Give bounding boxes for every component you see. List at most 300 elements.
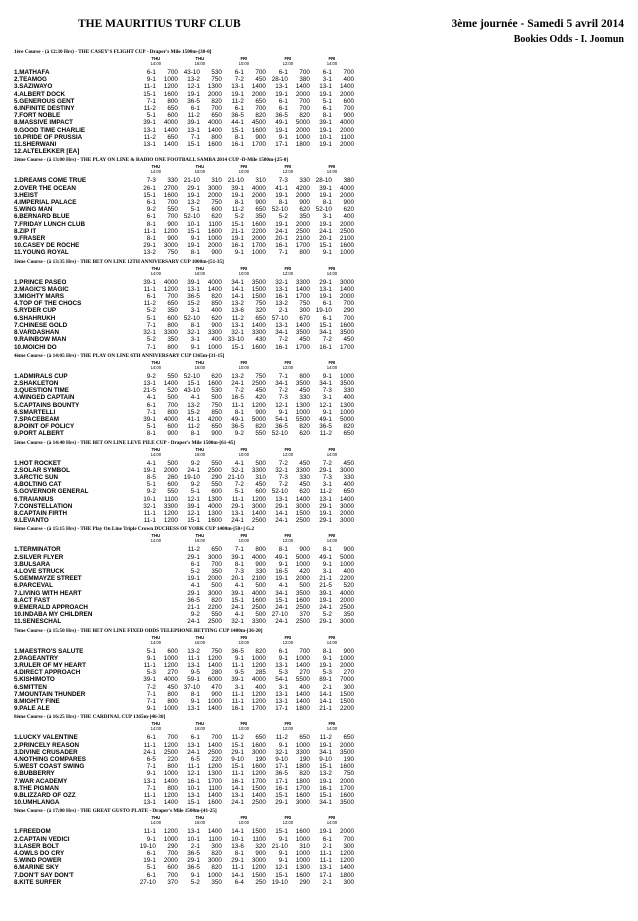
odds-amount: 1400 [163, 379, 178, 387]
column-day: FRI [328, 634, 336, 640]
odds-amount: 370 [167, 878, 178, 886]
odds-amount: 3500 [339, 748, 354, 756]
column-day: FRI [284, 359, 292, 365]
odds-table [14, 635, 354, 713]
horse-name: 2.PRINCELY REASON [14, 741, 80, 749]
column-time: 10:00 [238, 639, 250, 645]
odds-fraction: 36-5 [275, 112, 288, 120]
odds-fraction: 24-1 [143, 748, 156, 756]
odds-fraction: 14-1 [231, 285, 244, 293]
odds-amount: 700 [167, 69, 178, 76]
odds-fraction: 13-2 [187, 401, 200, 409]
odds-amount: 5500 [295, 415, 310, 423]
odds-amount: 2500 [207, 748, 222, 756]
column-day: FRI [284, 721, 292, 727]
odds-amount: 3300 [163, 329, 178, 337]
odds-fraction: 5-1 [146, 314, 156, 322]
odds-fraction: 11-1 [319, 857, 332, 865]
odds-amount: 310 [211, 177, 222, 185]
column-day: FRI [328, 359, 336, 365]
odds-table [14, 164, 354, 256]
horse-name: 3.ARCTIC SUN [14, 473, 59, 481]
horse-row [14, 770, 354, 777]
odds-amount: 1700 [339, 784, 354, 792]
odds-amount: 2000 [339, 90, 354, 98]
odds-fraction: 17-1 [275, 705, 288, 713]
horse-name: 4.OWLS DO CRY [14, 850, 65, 858]
horse-name: 10.UMHLANGA [14, 799, 60, 807]
odds-amount: 1200 [163, 83, 178, 91]
odds-amount: 3300 [295, 278, 310, 286]
odds-amount: 400 [343, 567, 354, 575]
odds-amount: 2200 [339, 575, 354, 583]
odds-fraction: 13-1 [143, 379, 156, 387]
odds-amount: 4000 [339, 119, 354, 127]
odds-fraction: 16-5 [231, 394, 244, 402]
odds-amount: 650 [255, 734, 266, 742]
odds-fraction: 7-1 [146, 763, 156, 771]
odds-fraction: 3-1 [190, 336, 200, 344]
odds-amount: 1000 [295, 560, 310, 568]
odds-fraction [134, 575, 156, 582]
odds-fraction: 36-5 [275, 423, 288, 431]
horse-row [14, 279, 354, 286]
odds-amount: 3500 [339, 329, 354, 337]
odds-amount: 1200 [251, 662, 266, 669]
odds-table [14, 56, 354, 155]
horse-name: 5.GENEROUS GENT [14, 97, 75, 105]
horse-row [14, 792, 354, 799]
odds-fraction: 19-1 [187, 191, 200, 199]
odds-amount: 1200 [207, 763, 222, 771]
odds-fraction: 13-1 [275, 321, 288, 329]
odds-fraction: 39-1 [143, 119, 156, 127]
odds-fraction: 9-2 [146, 206, 156, 214]
horse-row [14, 336, 354, 343]
odds-amount: 5000 [295, 553, 310, 561]
odds-fraction: 24-1 [187, 748, 200, 756]
odds-fraction: 29-1 [275, 799, 288, 807]
odds-amount: 3000 [207, 857, 222, 865]
horse-row [14, 119, 354, 126]
odds-fraction: 2-1 [322, 683, 332, 691]
odds-amount: 750 [255, 372, 266, 380]
horse-row [14, 828, 354, 835]
odds-amount: 380 [343, 177, 354, 185]
odds-amount: 2000 [295, 90, 310, 98]
odds-fraction: 6-1 [146, 293, 156, 301]
odds-amount: 1500 [251, 285, 266, 293]
odds-amount: 3000 [339, 618, 354, 626]
odds-amount: 650 [255, 206, 266, 214]
odds-amount: 3000 [207, 553, 222, 561]
odds-fraction: 21-1 [231, 227, 244, 235]
horse-row [14, 785, 354, 792]
odds-fraction: 52-10 [271, 430, 288, 438]
odds-fraction: 5-2 [146, 336, 156, 344]
odds-amount: 900 [255, 560, 266, 568]
odds-fraction: 39-1 [231, 676, 244, 684]
horse-name: 6.BERNARD BLUE [14, 213, 70, 221]
odds-amount: 2500 [295, 227, 310, 235]
horse-row [14, 373, 354, 380]
odds-amount: 3500 [295, 589, 310, 597]
horse-row [14, 597, 354, 604]
horse-name: 7.SPACEBEAM [14, 415, 60, 423]
odds-amount: 900 [299, 199, 310, 207]
odds-fraction: 19-10 [183, 473, 200, 481]
odds-fraction: 9-1 [146, 76, 156, 84]
odds-fraction: 10-1 [187, 835, 200, 843]
column-time: 14:00 [326, 726, 338, 732]
odds-amount: 2000 [295, 191, 310, 199]
odds-amount: 1600 [251, 763, 266, 771]
odds-fraction: 13-1 [143, 141, 156, 149]
odds-fraction: 17-1 [275, 763, 288, 771]
horse-row [14, 134, 354, 141]
odds-amount: 1000 [339, 560, 354, 568]
odds-fraction: 4-1 [234, 459, 244, 467]
horse-row [14, 742, 354, 749]
odds-fraction: 36-5 [187, 850, 200, 858]
odds-amount: 250 [255, 878, 266, 886]
odds-amount: 1800 [339, 871, 354, 879]
odds-amount: 1000 [163, 835, 178, 843]
column-time: 10:00 [238, 169, 250, 175]
odds-amount: 1400 [251, 83, 266, 91]
odds-amount: 700 [343, 314, 354, 322]
odds-fraction: 14-1 [231, 828, 244, 836]
odds-fraction: 29-1 [187, 553, 200, 561]
odds-amount: 1000 [295, 133, 310, 141]
odds-amount: 220 [211, 756, 222, 764]
race-section [14, 353, 624, 438]
odds-amount: 700 [343, 69, 354, 76]
odds-amount: 1400 [295, 662, 310, 669]
odds-fraction: 7-3 [146, 177, 156, 185]
odds-amount: 4200 [295, 184, 310, 192]
odds-fraction: 13-1 [187, 705, 200, 713]
odds-fraction: 6-1 [146, 213, 156, 221]
odds-amount: 1600 [295, 828, 310, 836]
odds-fraction: 19-1 [143, 466, 156, 474]
odds-fraction: 36-5 [187, 293, 200, 301]
horse-name: 6.SMITTEN [14, 683, 47, 691]
column-day: FRI [284, 56, 292, 61]
horse-name: 7.DON'T SAY DON'T [14, 871, 74, 879]
odds-fraction: 9-1 [278, 560, 288, 568]
horse-name: 5.CAPTAINS BOUNTY [14, 401, 80, 409]
column-day: FRI [240, 359, 248, 365]
bookies-title: Bookies Odds - I. Joomun [513, 34, 624, 45]
odds-amount: 5000 [251, 415, 266, 423]
odds-amount: 310 [255, 473, 266, 481]
odds-amount: 330 [255, 567, 266, 575]
odds-amount: 800 [299, 372, 310, 380]
odds-fraction: 3-1 [190, 307, 200, 315]
odds-amount: 700 [211, 105, 222, 113]
odds-amount: 550 [211, 611, 222, 619]
odds-fraction: 15-1 [319, 242, 332, 250]
odds-amount: 550 [211, 481, 222, 489]
odds-amount: 2000 [339, 191, 354, 199]
odds-amount: 290 [167, 842, 178, 850]
horse-name: 1.MAESTRO'S SALUTE [14, 647, 84, 655]
odds-fraction: 14-1 [231, 293, 244, 301]
odds-amount: 310 [299, 842, 310, 850]
odds-fraction: 11-2 [231, 314, 244, 322]
odds-amount: 600 [343, 97, 354, 105]
horse-row [14, 604, 354, 611]
horse-row [14, 69, 354, 76]
odds-fraction: 13-2 [275, 300, 288, 308]
odds-fraction: 39-1 [143, 676, 156, 684]
race-section [14, 628, 624, 713]
odds-fraction: 34-1 [319, 379, 332, 387]
odds-amount: 1300 [207, 83, 222, 91]
horse-row [14, 843, 354, 850]
horse-name: 10.INDABA MY CHILDREN [14, 611, 93, 619]
odds-amount: 3300 [163, 502, 178, 510]
column-time: 14:00 [150, 820, 162, 826]
odds-fraction: 11-1 [143, 741, 156, 749]
odds-amount: 1400 [163, 799, 178, 807]
odds-amount: 1800 [295, 141, 310, 149]
odds-amount: 1700 [295, 343, 310, 351]
odds-amount: 4500 [251, 119, 266, 127]
horse-row [14, 778, 354, 785]
odds-amount: 600 [211, 488, 222, 496]
odds-fraction: 19-1 [275, 126, 288, 134]
odds-fraction: 16-1 [231, 705, 244, 713]
odds-amount: 2000 [295, 575, 310, 583]
odds-fraction: 15-1 [231, 343, 244, 351]
odds-fraction: 8-5 [146, 473, 156, 481]
odds-fraction: 5-2 [190, 878, 200, 886]
odds-amount: 3300 [251, 329, 266, 337]
odds-fraction: 36-5 [231, 647, 244, 655]
odds-amount: 750 [211, 401, 222, 409]
odds-fraction: 8-1 [190, 249, 200, 257]
odds-fraction: 13-1 [275, 83, 288, 91]
odds-fraction: 12-1 [187, 509, 200, 517]
odds-amount: 3500 [295, 379, 310, 387]
odds-fraction: 7-1 [146, 97, 156, 105]
odds-fraction: 39-1 [231, 589, 244, 597]
horse-row [14, 98, 354, 105]
odds-fraction: 9-5 [234, 669, 244, 677]
odds-fraction: 24-1 [275, 618, 288, 626]
odds-fraction: 3-1 [322, 76, 332, 84]
odds-fraction: 21-10 [271, 842, 288, 850]
odds-fraction: 12-1 [275, 864, 288, 872]
horse-row [14, 857, 354, 864]
column-day: THU [151, 815, 161, 821]
horse-name: 2.SOLAR SYMBOL [14, 466, 70, 474]
odds-amount: 1000 [339, 654, 354, 662]
odds-amount: 750 [255, 300, 266, 308]
odds-amount: 1200 [251, 401, 266, 409]
horse-row [14, 481, 354, 488]
column-time: 14:00 [326, 820, 338, 826]
column-time: 14:00 [326, 639, 338, 645]
odds-amount [156, 546, 178, 553]
odds-fraction: 7-1 [146, 408, 156, 416]
race-title: 9ème Course - (à 17:00 Hrs) - THE GREAT GUSTO PLATE - Draper's Mile 1500m-[41-25] [14, 808, 217, 815]
odds-amount: 1300 [295, 864, 310, 872]
horse-row [14, 734, 354, 741]
horse-name: 1.DREAMS COME TRUE [14, 177, 87, 185]
odds-amount: 2000 [207, 90, 222, 98]
column-day: THU [195, 265, 205, 271]
odds-amount: 500 [255, 459, 266, 467]
odds-fraction [134, 597, 156, 604]
odds-fraction: 32-1 [231, 466, 244, 474]
odds-amount: 700 [299, 105, 310, 113]
odds-amount [288, 148, 310, 155]
column-time: 12:00 [282, 726, 294, 732]
odds-fraction: 5-1 [190, 206, 200, 214]
odds-fraction: 13-1 [275, 285, 288, 293]
odds-fraction: 13-1 [187, 792, 200, 800]
odds-amount: 1000 [163, 705, 178, 713]
odds-amount: 620 [211, 213, 222, 221]
odds-amount: 1700 [251, 141, 266, 149]
odds-fraction: 13-2 [187, 76, 200, 84]
odds-fraction: 29-1 [275, 502, 288, 510]
odds-amount: 4000 [207, 119, 222, 127]
column-time: 12:00 [282, 639, 294, 645]
odds-amount [244, 148, 266, 155]
odds-amount: 500 [211, 582, 222, 590]
odds-fraction: 29-1 [319, 517, 332, 525]
odds-fraction: 39-1 [319, 589, 332, 597]
horse-row [14, 83, 354, 90]
horse-name: 4.NOTHING COMPARES [14, 756, 86, 764]
column-day: FRI [240, 164, 248, 170]
horse-name: 11.YOUNG ROYAL [14, 249, 69, 257]
horse-name: 6.SMARTELLI [14, 408, 56, 416]
odds-amount: 1600 [251, 343, 266, 351]
odds-amount: 1100 [252, 835, 266, 843]
odds-fraction: 9-1 [278, 741, 288, 749]
column-time: 12:00 [282, 820, 294, 826]
odds-amount: 3300 [295, 466, 310, 474]
odds-amount: 320 [255, 842, 266, 850]
horse-row [14, 91, 354, 98]
odds-fraction: 4-1 [146, 394, 156, 402]
odds-amount: 1400 [251, 509, 266, 517]
horse-row [14, 467, 354, 474]
odds-amount: 450 [299, 481, 310, 489]
odds-fraction: 5-2 [190, 567, 200, 575]
odds-amount: 290 [343, 307, 354, 315]
odds-amount: 1000 [339, 408, 354, 416]
odds-fraction: 6-1 [322, 314, 332, 322]
odds-amount: 1200 [339, 857, 354, 865]
odds-fraction: 39-1 [319, 184, 332, 192]
odds-fraction: 21-1 [187, 603, 200, 611]
odds-fraction: 7-1 [278, 249, 288, 257]
odds-amount: 430 [255, 336, 266, 344]
horse-name: 8.KITE SURFER [14, 878, 62, 886]
odds-fraction: 6-1 [146, 69, 156, 76]
odds-fraction: 13-6 [231, 842, 244, 850]
odds-amount: 330 [299, 473, 310, 481]
horse-name: 2.PAGEANTRY [14, 654, 59, 662]
horse-row [14, 669, 354, 676]
horse-row [14, 344, 354, 351]
horse-row [14, 705, 354, 712]
odds-fraction: 41-1 [187, 415, 200, 423]
odds-fraction: 13-1 [143, 777, 156, 785]
odds-amount: 4000 [163, 278, 178, 286]
horse-name: 4.TOP OF THE CHOCS [14, 300, 82, 308]
odds-amount: 1400 [339, 495, 354, 503]
odds-amount: 750 [211, 199, 222, 207]
odds-amount: 450 [299, 336, 310, 344]
odds-amount: 370 [299, 611, 310, 619]
odds-fraction: 8-1 [234, 560, 244, 568]
courses-list [14, 49, 624, 886]
horse-name: 6.SHAHRUKH [14, 314, 56, 322]
odds-fraction: 36-5 [319, 423, 332, 431]
odds-fraction: 21-10 [227, 473, 244, 481]
odds-fraction: 7-3 [322, 473, 332, 481]
odds-fraction: 4-1 [190, 394, 200, 402]
odds-amount: 500 [167, 394, 178, 402]
odds-fraction: 32-1 [231, 329, 244, 337]
odds-fraction: 15-2 [187, 300, 200, 308]
odds-fraction: 29-1 [187, 184, 200, 192]
odds-fraction: 16-1 [275, 343, 288, 351]
odds-fraction: 36-5 [187, 596, 200, 604]
odds-table [14, 447, 354, 525]
odds-table [14, 360, 354, 438]
odds-fraction: 36-5 [187, 864, 200, 872]
odds-amount: 900 [211, 430, 222, 438]
odds-amount: 7000 [339, 676, 354, 684]
odds-amount: 3000 [251, 857, 266, 865]
odds-amount: 1000 [295, 850, 310, 858]
horse-row [14, 836, 354, 843]
horse-name: 4.DIRECT APPROACH [14, 669, 81, 677]
horse-name: 9.PALE ALE [14, 705, 50, 713]
odds-amount: 1400 [207, 705, 222, 713]
odds-amount: 1200 [163, 509, 178, 517]
odds-amount: 600 [167, 647, 178, 655]
odds-amount: 1000 [163, 76, 178, 84]
odds-fraction: 14-1 [319, 698, 332, 706]
odds-fraction: 33-10 [227, 336, 244, 344]
odds-fraction: 16-1 [231, 242, 244, 250]
odds-fraction: 16-1 [231, 141, 244, 149]
odds-amount: 3000 [163, 242, 178, 250]
odds-amount: 1600 [163, 191, 178, 199]
odds-amount: 650 [167, 300, 178, 308]
horse-name: 9.BLIZZARD OF OZZ [14, 792, 76, 800]
odds-amount: 1600 [339, 792, 354, 800]
odds-amount: 550 [255, 430, 266, 438]
odds-fraction: 15-1 [187, 141, 200, 149]
horse-name: 7.FRIDAY LUNCH CLUB [14, 220, 86, 228]
odds-fraction: 54-1 [275, 415, 288, 423]
odds-fraction: 8-1 [322, 199, 332, 207]
odds-amount: 2200 [251, 227, 266, 235]
odds-amount: 2500 [295, 618, 310, 626]
odds-fraction: 13-2 [231, 372, 244, 380]
odds-fraction: 11-2 [143, 133, 156, 141]
